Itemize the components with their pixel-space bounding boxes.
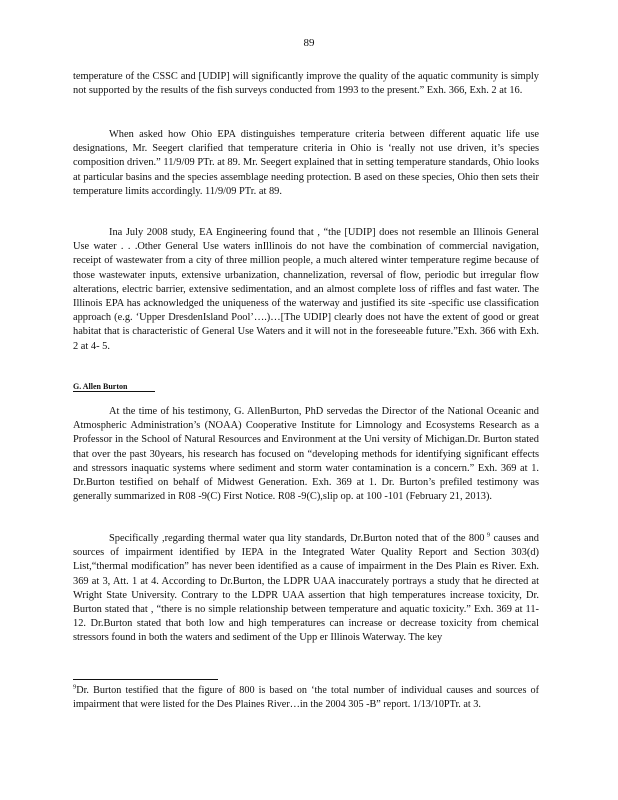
paragraph-continuation: temperature of the CSSC and [UDIP] will significantly improve the quality of the aquatic community is simply not supported by the results of the fish surveys conducted from 1993 to the present.” Exh. 366, Exh. 2 at 16. [73,71,539,97]
paragraph-seegert: When asked how Ohio EPA distinguishes temperature criteria between different aquatic life use designations, Mr. Seegert clarified that temperature criteria in Ohio is ‘really not use driven, it’s species composition driven.” 11/9/09 PTr. at 89. Mr. Seegert explained that in setting temperature standards, Ohio looks at particular basins and the species assemblage needing protection. B ased on these species, Ohio then sets their temperature limits accordingly. 11/9/09 PTr. at 89. [73,129,539,197]
paragraph-burton-thermal-text: Specifically ,regarding thermal water qua lity standards, Dr.Burton noted that of the 800 $^9$ causes and sources of impairment identified by IEPA in the Integrated Water Quality Report and Section 303(d) List,“thermal modification” has never been identified as a cause of impairment in the Des Plain es River. Exh. 369 at 3, Att. 1 at 4. According to Dr.Burton, the LDPR UAA inaccurately portrays a study that he directed at Wright State University. Contrary to the LDPR UAA assertion that high temperatures increase toxicity, Dr. Burton stated that , “there is no simple relationship between temperature and aquatic toxicity.” Exh. 369 at 11-12. Dr.Burton stated that both low and high temperatures can increase or decrease toxicity from chemical stressors found in both the waters and sediment of the Upp er Illinois Waterway. The key [73,531,539,644]
footnote [73,684,539,711]
footnote-text: Dr. Burton testified that the figure of 800 is based on ‘the total number of individual causes and sources of impairment that were listed for the Des Plaines River…in the 2004 305 -B” report. 1/13/10PTr. at 3. [73,685,539,710]
heading-underline [73,391,155,392]
paragraph-burton-thermal [73,532,539,646]
paragraph-burton-bio: At the time of his testimony, G. AllenBurton, PhD servedas the Director of the National Oceanic and Atmospheric Administration’s (NOAA) Cooperative Institute for Limnology and Ecosystems Research as a Professor in the School of Natural Resources and Environment at the Uni versity of Michigan.Dr. Burton stated that over the past 30years, his research has focused on “developing methods for identifying significant effects and stressors inaquatic systems where sediment and storm water contamination is a concern.” Exh. 369 at 1. Dr.Burton testified on behalf of Midwest Generation. Exh. 369 at 1. Dr. Burton’s prefiled testimony was generally summarized in R08 -9(C) First Notice. R08 -9(C),slip op. at 100 -101 (February 21, 2013). [73,406,539,503]
paragraph-ea-engineering: Ina July 2008 study, EA Engineering found that , “the [UDIP] does not resemble an Illinois General Use water . . .Other General Use waters inIllinois do not have the combination of commercial navigation, receipt of wastewater from a city of three million people, a much altered winter temperature regime because of those wastewater inputs, extensive urbanization, channelization, reversal of flow, periodic but irregular flow alterations, electric barrier, extensive sedimentation, and an almost complete loss of riffles and fast water. The Illinois EPA has acknowledged the uniqueness of the waterway and justified its site -specific use classification approach (e.g. ‘Upper DresdenIsland Pool’….)…[The UDIP] clearly does not have the extent of good or great habitat that is characteristic of General Use Waters and it will not in the foreseeable future.”Exh. 366 with Exh. 2 at 4- 5. [73,227,539,352]
page-number: 89 [303,37,315,49]
section-heading: G. Allen Burton [73,382,128,391]
footnote-marker: 9 [73,683,77,691]
footnote-reference: 9 [484,531,491,539]
footnote-separator [73,679,218,680]
